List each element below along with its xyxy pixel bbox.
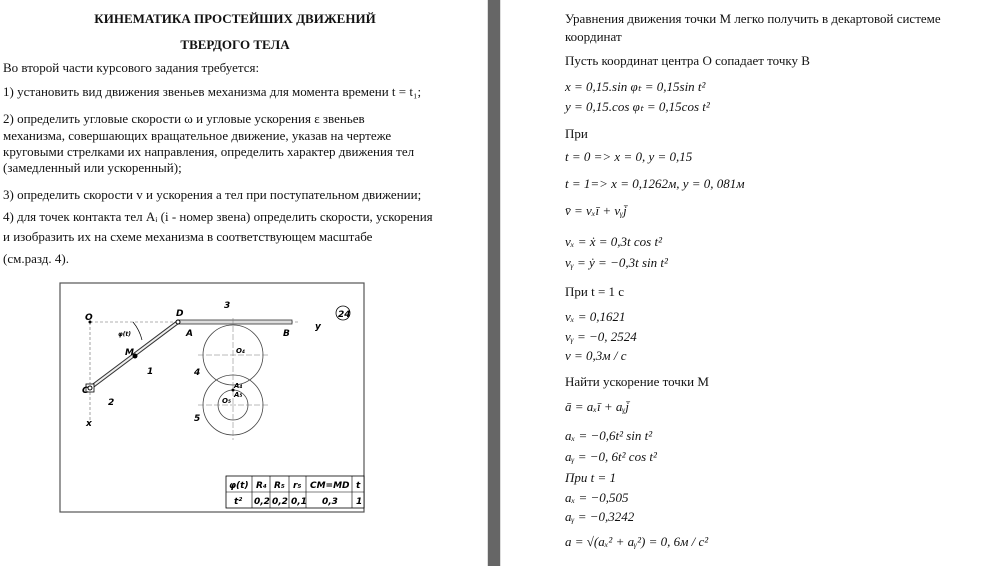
table-cell: 1 xyxy=(356,497,363,507)
label-A4: A₄ xyxy=(234,382,243,390)
table-cell: 0,2 xyxy=(254,497,270,507)
formula-line: t = 1=> x = 0,1262м, y = 0, 081м xyxy=(565,176,745,191)
label-D: D xyxy=(176,309,184,319)
paragraph: 3) определить скорости v и ускорения a тел при поступательном движении; xyxy=(3,187,422,202)
table-header: t xyxy=(356,481,361,491)
table-header: φ(t) xyxy=(229,481,249,491)
paragraph: 1) установить вид движения звеньев механизма для момента времени t = t₁; xyxy=(3,84,422,99)
label-y-axis: y xyxy=(315,322,321,332)
label-1: 1 xyxy=(147,367,154,377)
table-cell: 0,1 xyxy=(291,497,307,507)
label-4: 4 xyxy=(194,368,201,378)
formula-line: aᵧ = −0, 6t² cos t² xyxy=(565,449,657,464)
mechanism-diagram xyxy=(0,0,487,566)
label-5: 5 xyxy=(194,414,201,424)
formula-line: x = 0,15.sin φₜ = 0,15sin t² xyxy=(565,79,706,94)
label-O4: O₄ xyxy=(236,347,246,355)
formula-line: a = √(aₓ² + aᵧ²) = 0, 6м / c² xyxy=(565,534,709,549)
formula-line: vₓ = ẋ = 0,3t cos t² xyxy=(565,234,662,249)
table-header: CM=MD xyxy=(310,481,350,491)
paragraph: (замедленный или ускоренный); xyxy=(3,160,182,175)
title-line-2: ТВЕРДОГО ТЕЛА xyxy=(180,37,290,52)
formula-line: t = 0 => x = 0, y = 0,15 xyxy=(565,149,693,164)
title-line-1: КИНЕМАТИКА ПРОСТЕЙШИХ ДВИЖЕНИЙ xyxy=(94,11,376,26)
text-line: При xyxy=(565,126,588,141)
formula-line: ā = aₓī + aᵧj̄ xyxy=(565,399,629,414)
label-O5: O₅ xyxy=(222,397,232,405)
formula-line: vₓ = 0,1621 xyxy=(565,309,626,324)
table-header: R₄ xyxy=(256,481,267,491)
table-cell: t² xyxy=(234,497,243,507)
formula-line: v̄ = vₓī + vᵧj̄ xyxy=(565,203,627,218)
left-page xyxy=(0,0,487,566)
formula-line: aₓ = −0,505 xyxy=(565,490,629,505)
label-B: B xyxy=(283,329,290,339)
paragraph: круговыми стрелками их направления, определить характер движения тел xyxy=(3,144,415,159)
text-line: Найти ускорение точки М xyxy=(565,374,709,389)
formula-line: aₓ = −0,6t² sin t² xyxy=(565,428,653,443)
rod-3 xyxy=(178,320,292,324)
page-separator xyxy=(487,0,501,566)
variant-number: 24 xyxy=(338,310,351,320)
label-M: M xyxy=(125,348,134,358)
paragraph: 4) для точек контакта тел Aᵢ (i - номер звена) определить скорости, ускорения xyxy=(3,209,433,224)
text-line: При t = 1 c xyxy=(565,284,625,299)
label-A: A xyxy=(186,329,193,339)
formula-line: vᵧ = −0, 2524 xyxy=(565,329,637,344)
label-x-axis: x xyxy=(86,419,92,429)
formula-line: При t = 1 xyxy=(565,470,617,485)
label-3: 3 xyxy=(224,301,231,311)
table-cell: 0,3 xyxy=(322,497,338,507)
formula-line: aᵧ = −0,3242 xyxy=(565,509,635,524)
label-phi: φ(t) xyxy=(118,331,132,338)
paragraph: механизма, совершающих вращательное движение, указав на чертеже xyxy=(3,128,392,143)
label-O: O xyxy=(85,313,93,323)
label-C: C xyxy=(82,386,89,396)
table-header: R₅ xyxy=(274,481,285,491)
parameter-table xyxy=(226,476,364,508)
formula-line: v = 0,3м / c xyxy=(565,348,627,363)
paragraph: Во второй части курсового задания требуется: xyxy=(3,60,260,75)
paragraph: и изобразить их на схеме механизма в соответствующем масштабе xyxy=(3,229,373,244)
table-cell: 0,2 xyxy=(272,497,288,507)
right-page xyxy=(501,0,1000,566)
paragraph: 2) определить угловые скорости ω и угловые ускорения ε звеньев xyxy=(3,111,365,126)
formula-line: y = 0,15.cos φₜ = 0,15cos t² xyxy=(565,99,710,114)
formula-line: vᵧ = ẏ = −0,3t sin t² xyxy=(565,255,668,270)
paragraph: (см.разд. 4). xyxy=(3,251,69,266)
text-line: Пусть координат центра О сопадает точку В xyxy=(565,53,810,68)
text-line: координат xyxy=(565,29,622,44)
table-header: r₅ xyxy=(293,481,302,491)
label-2: 2 xyxy=(108,398,115,408)
label-A5: A₅ xyxy=(234,391,243,399)
text-line: Уравнения движения точки М легко получить в декартовой системе xyxy=(565,11,941,26)
